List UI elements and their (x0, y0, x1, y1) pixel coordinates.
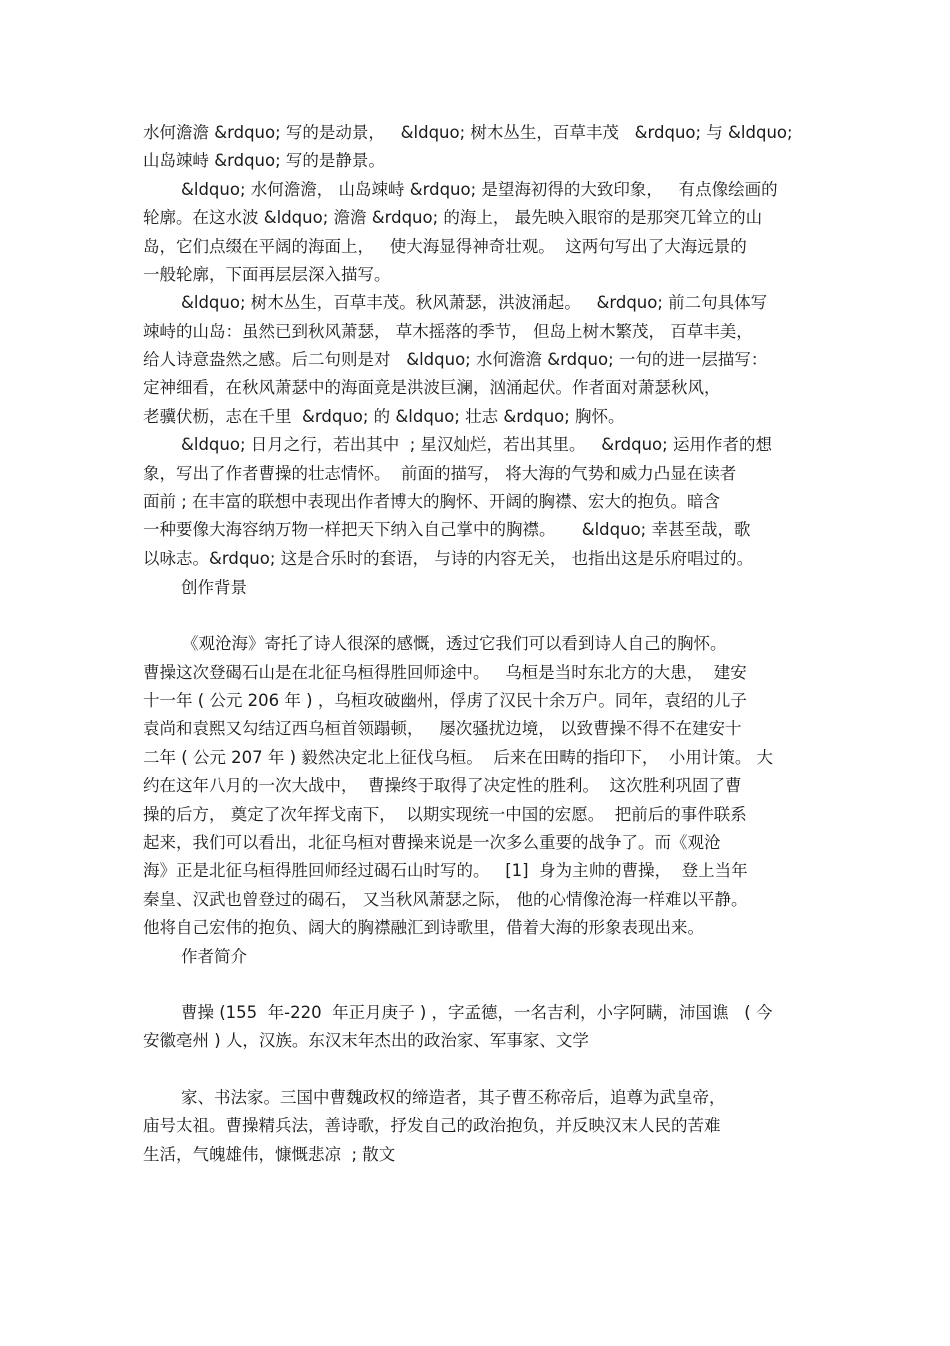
text-line: 老骥伏枥，志在千里 &rdquo; 的 &ldquo; 壮志 &rdquo; 胸怀。 (143, 407, 625, 426)
text-line: 生活，气魄雄伟，慷慨悲凉 ; 散文 (143, 1145, 396, 1164)
text-line: 约在这年八月的一次大战中， 曹操终于取得了决定性的胜利。 这次胜利巩固了曹 (143, 776, 742, 795)
text-line: 《观沧海》寄托了诗人很深的感慨，透过它我们可以看到诗人自己的胸怀。 (182, 634, 727, 653)
text-line: 庙号太祖。曹操精兵法，善诗歌，抒发自己的政治抱负，并反映汉末人民的苦难 (143, 1116, 721, 1135)
text-line: 起来，我们可以看出，北征乌桓对曹操来说是一次多么重要的战争了。而《观沧 (143, 833, 721, 852)
text-line: 二年 ( 公元 207 年 ) 毅然决定北上征伐乌桓。 后来在田畴的指印下， 小用计策。 大 (143, 748, 774, 767)
text-line: 象，写出了作者曹操的壮志情怀。 前面的描写， 将大海的气势和威力凸显在读者 (143, 464, 737, 483)
text-line: 曹操 (155 年-220 年正月庚子 ) ，字孟德，一名吉利，小字阿瞒，沛国谯 ( 今 (181, 1003, 773, 1022)
text-line: 十一年 ( 公元 206 年 ) ，乌桓攻破幽州，俘虏了汉民十余万户。同年，袁绍的儿子 (143, 691, 747, 710)
section-heading: 创作背景 (181, 578, 247, 597)
text-line: 面前 ; 在丰富的联想中表现出作者博大的胸怀、开阔的胸襟、宏大的抱负。暗含 (143, 492, 721, 511)
text-line: &ldquo; 日月之行，若出其中 ; 星汉灿烂，若出其里。 &rdquo; 运用作者的想 (181, 435, 772, 454)
text-line: 山岛竦峙 &rdquo; 写的是静景。 (143, 151, 385, 170)
text-line: 海》正是北征乌桓得胜回师经过碣石山时写的。 [1] 身为主帅的曹操， 登上当年 (143, 861, 748, 880)
text-line: 家、书法家。三国中曹魏政权的缔造者，其子曹丕称帝后，追尊为武皇帝， (181, 1088, 726, 1107)
text-line: &ldquo; 水何澹澹， 山岛竦峙 &rdquo; 是望海初得的大致印象， 有点像绘画的 (181, 180, 778, 199)
text-line: 轮廓。在这水波 &ldquo; 澹澹 &rdquo; 的海上， 最先映入眼帘的是那突兀耸立的山 (143, 208, 763, 227)
text-line: 操的后方， 奠定了次年挥戈南下， 以期实现统一中国的宏愿。 把前后的事件联系 (143, 805, 747, 824)
text-line: 安徽亳州 ) 人，汉族。东汉末年杰出的政治家、军事家、文学 (143, 1031, 589, 1050)
text-line: 秦皇、汉武也曾登过的碣石， 又当秋风萧瑟之际， 他的心情像沧海一样难以平静。 (143, 890, 748, 909)
text-line: 给人诗意盎然之感。后二句则是对 &ldquo; 水何澹澹 &rdquo; 一句的进一层描写： (143, 350, 768, 369)
text-line: 一般轮廓，下面再层层深入描写。 (143, 265, 391, 284)
text-line: &ldquo; 树木丛生，百草丰茂。秋风萧瑟，洪波涌起。 &rdquo; 前二句具体写 (181, 293, 768, 312)
text-line: 一种要像大海容纳万物一样把天下纳入自己掌中的胸襟。 &ldquo; 幸甚至哉，歌 (143, 520, 751, 539)
text-line: 他将自己宏伟的抱负、阔大的胸襟融汇到诗歌里，借着大海的形象表现出来。 (143, 918, 704, 937)
text-line: 曹操这次登碣石山是在北征乌桓得胜回师途中。 乌桓是当时东北方的大患， 建安 (143, 663, 747, 682)
text-line: 袁尚和袁熙又勾结辽西乌桓首领蹋顿， 屡次骚扰边境， 以致曹操不得不在建安十 (143, 719, 742, 738)
text-line: 以咏志。&rdquo; 这是合乐时的套语， 与诗的内容无关， 也指出这是乐府唱过的。 (143, 549, 754, 568)
text-line: 岛，它们点缀在平阔的海面上， 使大海显得神奇壮观。 这两句写出了大海远景的 (143, 237, 747, 256)
text-line: 定神细看，在秋风萧瑟中的海面竟是洪波巨澜，汹涌起伏。作者面对萧瑟秋风， (143, 378, 721, 397)
section-heading: 作者简介 (181, 947, 247, 966)
text-line: 竦峙的山岛：虽然已到秋风萧瑟， 草木摇落的季节， 但岛上树木繁茂， 百草丰美， (143, 322, 753, 341)
text-line: 水何澹澹 &rdquo; 写的是动景， &ldquo; 树木丛生，百草丰茂 &rdquo; 与 &ldquo; (143, 123, 793, 142)
